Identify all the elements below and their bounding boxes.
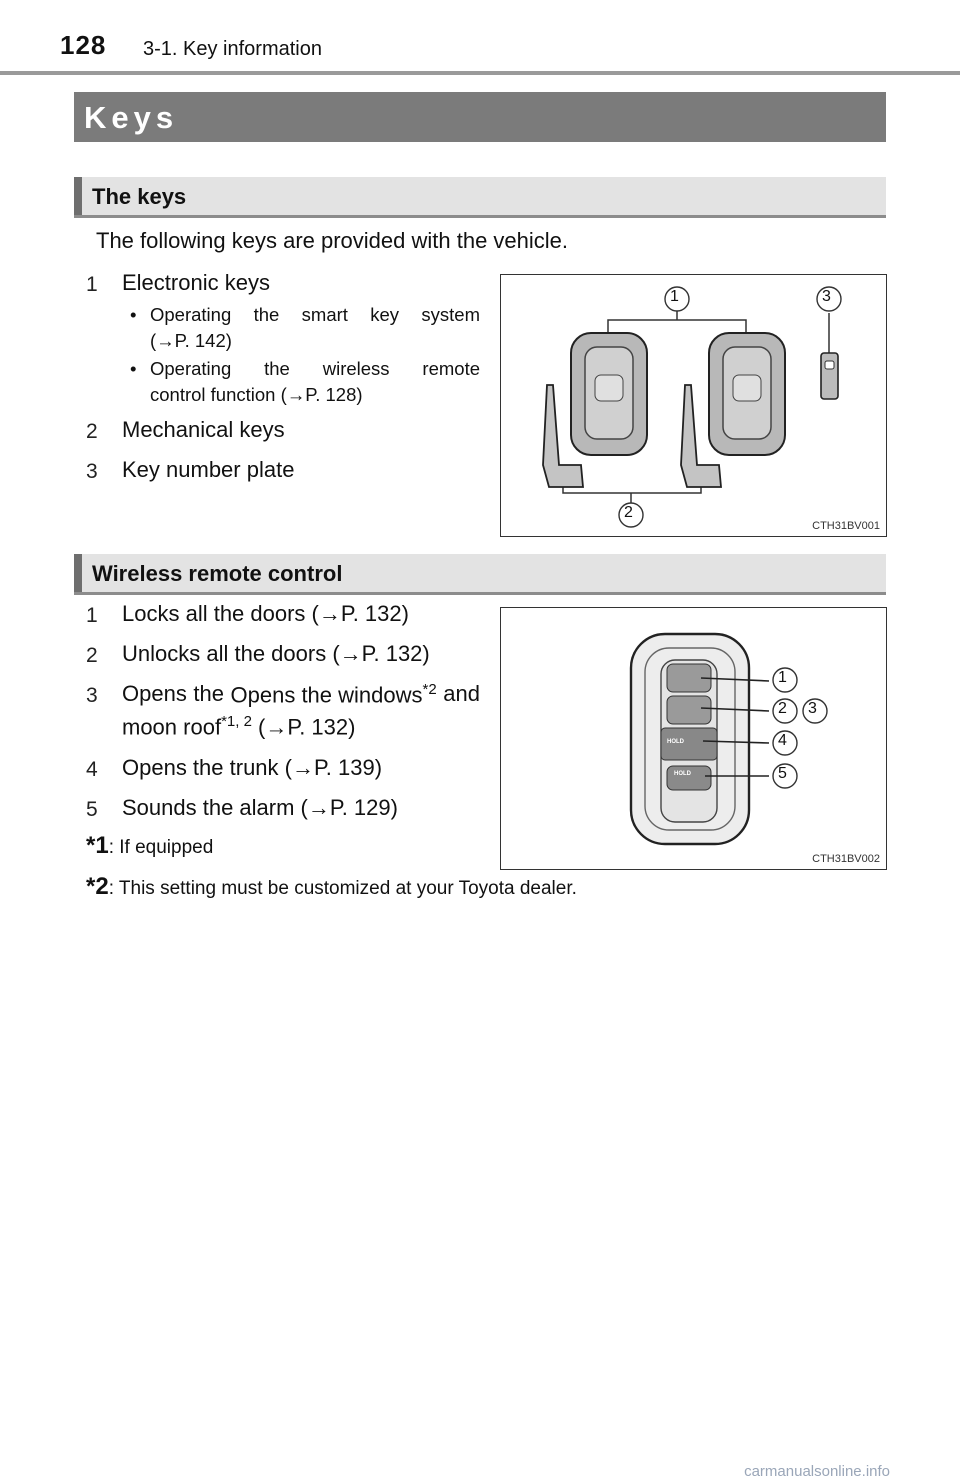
hold-label: HOLD <box>674 771 691 777</box>
chapter-title: 3-1. Key information <box>143 38 322 60</box>
section-heading-remote: Wireless remote control <box>74 554 886 595</box>
alarm-button-icon <box>667 766 711 790</box>
item-number: 3 <box>86 460 98 483</box>
figure-keys <box>500 274 887 537</box>
item-unlock: Unlocks all the doors (→P. 132) <box>122 641 430 666</box>
header-rule <box>0 71 960 75</box>
item-number: 2 <box>86 644 98 667</box>
callout-label: 2 <box>778 700 787 717</box>
footnote-2: *2: This setting must be customized at your Toyota dealer. <box>86 873 577 900</box>
callout-label: 1 <box>670 288 679 305</box>
callout-label: 3 <box>822 288 831 305</box>
keys-intro: The following keys are provided with the vehicle. <box>96 228 569 253</box>
item-number: 3 <box>86 684 98 707</box>
callout-label: 4 <box>778 732 787 749</box>
figure-code: CTH31BV001 <box>812 520 880 532</box>
watermark: carmanualsonline.info <box>744 1463 890 1480</box>
callout-label: 1 <box>778 669 787 686</box>
item-number: 2 <box>86 420 98 443</box>
item-mechanical-keys: Mechanical keys <box>122 417 285 442</box>
item-number: 1 <box>86 273 98 296</box>
callout-label: 3 <box>808 700 817 717</box>
figure-remote <box>500 607 887 870</box>
key-number-plate-icon <box>821 353 838 399</box>
hold-label: HOLD <box>667 739 684 745</box>
item-number: 1 <box>86 604 98 627</box>
page-title: Keys <box>84 100 179 135</box>
unlock-button-icon <box>667 696 711 724</box>
bullet-smart-key: • Operating the smart key system (→P. 142) <box>130 304 480 351</box>
item-electronic-keys: Electronic keys <box>122 270 270 295</box>
item-lock: Locks all the doors (→P. 132) <box>122 601 409 626</box>
section-heading-keys: The keys <box>74 177 886 218</box>
item-number: 4 <box>86 758 98 781</box>
item-alarm: Sounds the alarm (→P. 129) <box>122 795 398 820</box>
item-trunk: Opens the trunk (→P. 139) <box>122 755 383 780</box>
callout-label: 2 <box>624 504 633 521</box>
page-title-bar <box>74 92 886 142</box>
callout-label: 5 <box>778 765 787 782</box>
page-number: 128 <box>60 30 107 60</box>
keys-illustration <box>501 275 886 536</box>
item-key-number-plate: Key number plate <box>122 457 295 482</box>
figure-code: CTH31BV002 <box>812 853 880 865</box>
item-moon-roof: moon roof$^{*1, 2}$ (→P. 132) <box>122 713 356 740</box>
item-number: 5 <box>86 798 98 821</box>
item-windows: Opens the Opens the windows$^{*2}$ and <box>122 681 480 708</box>
remote-illustration <box>501 608 886 869</box>
bullet-wireless: • Operating the wireless remote control function (→P. 128) <box>130 358 480 405</box>
footnote-1: *1: If equipped <box>86 832 214 859</box>
